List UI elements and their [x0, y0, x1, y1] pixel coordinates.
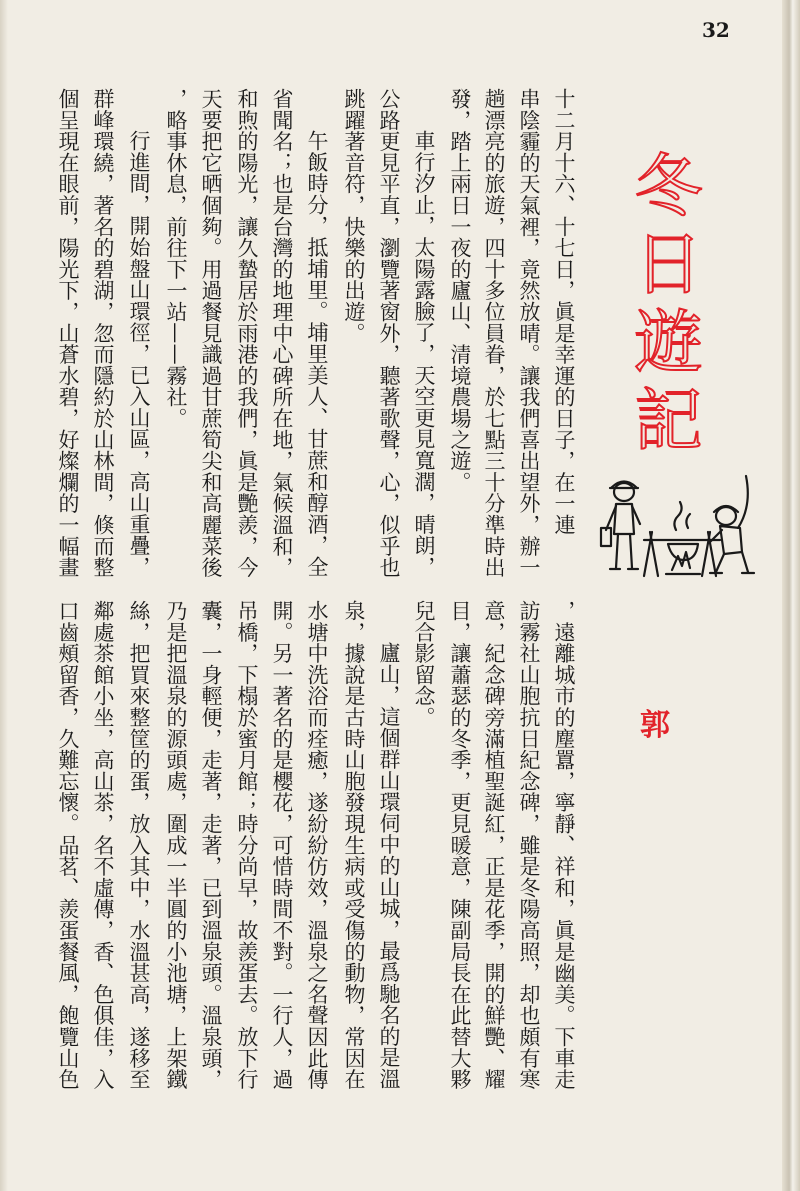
text-column: 發，踏上兩日一夜的廬山、清境農場之遊。 — [448, 88, 472, 493]
text-column: 趟漂亮的旅遊，四十多位員眷，於七點三十分準時出 — [482, 88, 506, 578]
page-number: 32 — [702, 18, 730, 42]
page-gutter-shadow — [0, 0, 8, 1191]
text-column: 開。另一著名的是櫻花，可惜時間不對。一行人，過 — [270, 600, 294, 1090]
text-column: 群峰環繞，著名的碧湖，忽而隱約於山林間，倏而整 — [91, 88, 115, 578]
text-column: 水塘中洗浴而痊癒，遂紛紛仿效，溫泉之名聲因此傳 — [305, 600, 329, 1090]
text-column: 目，讓蕭瑟的冬季，更見暖意，陳副局長在此替大夥 — [448, 600, 472, 1090]
text-column: 乃是把溫泉的源頭處，圍成一半圓的小池塘，上架鐵 — [164, 600, 188, 1090]
text-column: 省聞名；也是台灣的地理中心碑所在地，氣候溫和， — [270, 88, 294, 578]
text-column: 囊，一身輕便，走著，走著，已到溫泉頭。溫泉頭， — [199, 600, 223, 1090]
article-title: 冬日遊記 — [623, 150, 702, 462]
text-column: 訪霧社山胞抗日紀念碑，雖是冬陽高照，却也頗有寒 — [517, 600, 541, 1090]
text-column: 吊橋，下榻於蜜月館；時分尚早，故羨蛋去。放下行 — [235, 600, 259, 1090]
text-column: ，遠離城市的塵囂，寧靜、祥和，眞是幽美。下車走 — [552, 600, 576, 1090]
page-edge — [782, 0, 800, 1191]
text-column: 跳躍著音符，快樂的出遊。 — [342, 88, 366, 344]
text-column: 泉，據說是古時山胞發現生病或受傷的動物，常因在 — [342, 600, 366, 1090]
text-column: ，略事休息，前往下一站——霧社。 — [164, 88, 188, 429]
text-column: 十二月十六、十七日，眞是幸運的日子，在一連 — [552, 88, 576, 536]
text-column: 廬山，這個群山環伺中的山城，最爲馳名的是溫 — [377, 642, 401, 1090]
text-column: 午飯時分，抵埔里。埔里美人、甘蔗和醇酒，全 — [305, 130, 329, 578]
campfire-cooking-illustration — [592, 472, 757, 587]
text-column: 行進間，開始盤山環徑，已入山區，高山重疊， — [127, 130, 151, 578]
text-column: 車行汐止，太陽露臉了，天空更見寬濶，晴朗， — [412, 130, 436, 578]
text-column: 和煦的陽光，讓久蟄居於雨港的我們，眞是艷羨，今 — [235, 88, 259, 578]
text-column: 鄰處茶館小坐，高山茶，名不虛傳，香、色俱佳，入 — [91, 600, 115, 1090]
text-column: 公路更見平直，瀏覽著窗外，聽著歌聲，心，似乎也 — [377, 88, 401, 578]
text-column: 意，紀念碑旁滿植聖誕紅，正是花季，開的鮮艷、耀 — [482, 600, 506, 1090]
text-column: 天要把它晒個夠。用過餐見識過甘蔗筍尖和高麗菜後 — [199, 88, 223, 578]
text-column: 個呈現在眼前，陽光下，山蒼水碧，好燦爛的一幅畫 — [56, 88, 80, 578]
text-column: 串陰霾的天氣裡，竟然放晴。讓我們喜出望外，辦一 — [517, 88, 541, 578]
text-column: 兒合影留念。 — [412, 600, 436, 728]
author-name: 郭 — [640, 708, 670, 743]
text-column: 口齒頰留香，久難忘懷。品茗、羨蛋餐風，飽覽山色 — [56, 600, 80, 1090]
text-column: 絲，把買來整筐的蛋，放入其中，水溫甚高，遂移至 — [127, 600, 151, 1090]
